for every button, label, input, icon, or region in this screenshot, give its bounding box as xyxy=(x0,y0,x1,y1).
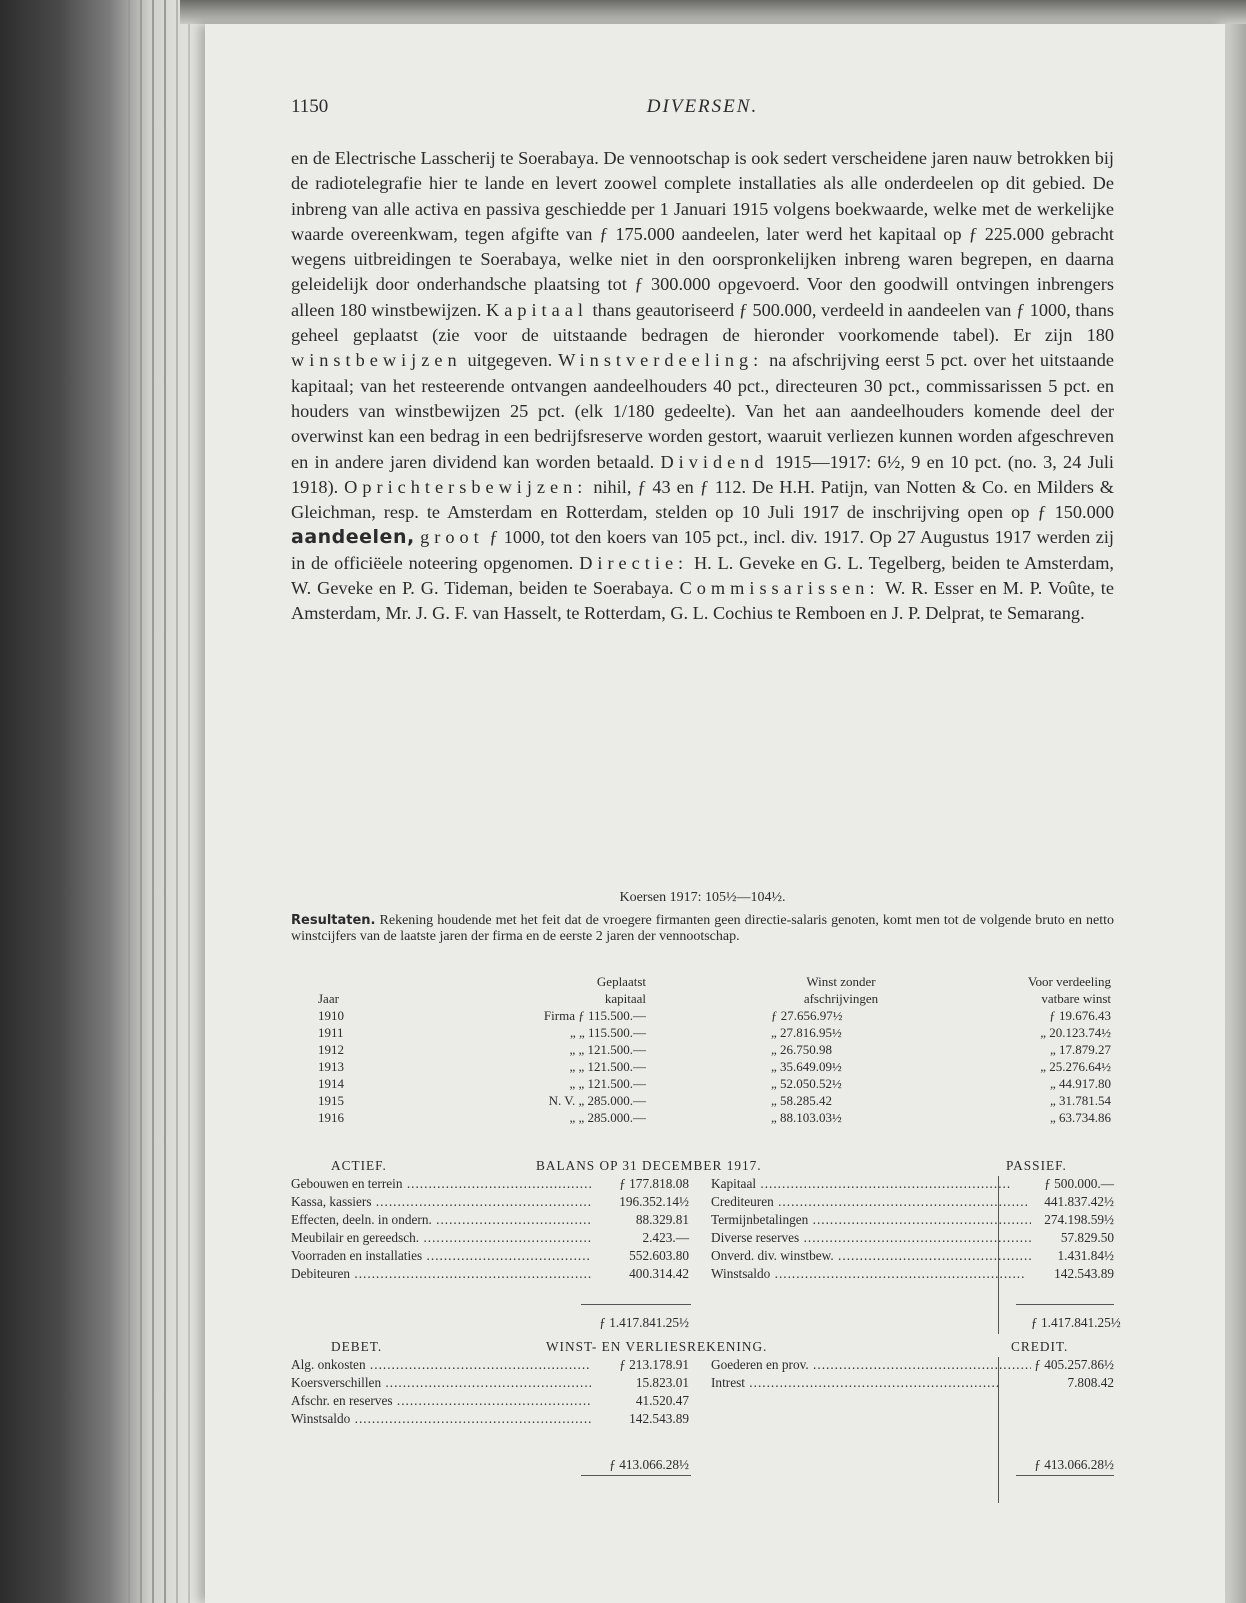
cell-kapitaal: „ „ 115.500.— xyxy=(569,1025,646,1040)
balance-left-label: Kassa, kassiers ..... xyxy=(291,1194,591,1210)
pl-title-row xyxy=(291,1339,1114,1357)
table-row xyxy=(291,1024,1114,1041)
text-segment: ƒ 1000, tot den koers van 105 pct., incl. div. 1917. Op 27 Augustus 1917 werden zij in de officiëele noteering opgenomen. xyxy=(291,527,1114,573)
balance-total-row xyxy=(291,1315,1121,1333)
balance-left-label: Voorraden en installaties ..... xyxy=(291,1248,591,1264)
cell-kapitaal: „ „ 121.500.— xyxy=(569,1076,646,1091)
header-winst: Winst zonder xyxy=(806,974,876,989)
table-row xyxy=(291,1041,1114,1058)
pl-right-title: CREDIT. xyxy=(1011,1339,1069,1354)
header-verdeeling: Voor verdeeling xyxy=(1027,974,1111,989)
cell-winst: „ 26.750.98 xyxy=(771,1042,833,1057)
text-segment: 1915—1917: 6½, 9 en 10 pct. (no. 3, 24 Juli 1918). xyxy=(291,451,1115,497)
label-directie: Directie: xyxy=(579,552,689,573)
balance-left-value: ƒ 177.818.08 xyxy=(591,1176,689,1192)
page-edge xyxy=(128,0,130,1603)
cell-winst: „ 58.285.42 xyxy=(771,1093,833,1108)
cell-jaar: 1912 xyxy=(318,1042,344,1057)
cell-kapitaal: „ „ 285.000.— xyxy=(569,1110,646,1125)
pl-left-value: 142.543.89 xyxy=(591,1411,689,1427)
pl-row xyxy=(291,1411,1114,1429)
balance-right-value: 274.198.59½ xyxy=(1031,1212,1114,1228)
table-row xyxy=(291,1109,1114,1126)
balance-right-label: Termijnbetalingen ..... xyxy=(711,1212,1041,1228)
page-number: 1150 xyxy=(291,96,329,117)
balance-left-value: 88.329.81 xyxy=(591,1212,689,1228)
pl-right-value: ƒ 405.257.86½ xyxy=(1031,1357,1114,1373)
table-row xyxy=(291,1092,1114,1109)
pl-right-label: Intrest ..... xyxy=(711,1375,1041,1391)
label-commissarissen: Commissarissen: xyxy=(679,578,880,599)
label-dividend: Dividend xyxy=(660,451,769,472)
pl-right-label: Goederen en prov. ..... xyxy=(711,1357,1041,1373)
label-aandeelen: aandeelen, xyxy=(291,526,415,549)
pl-total-row xyxy=(291,1457,1114,1475)
cell-winst: „ 27.816.95½ xyxy=(771,1025,842,1040)
pl-left-label: Alg. onkosten ..... xyxy=(291,1357,591,1373)
balance-left-label: Effecten, deeln. in ondern. ..... xyxy=(291,1212,591,1228)
label-oprichtersbewijzen: Oprichtersbewijzen: xyxy=(344,476,588,497)
total-rule xyxy=(1016,1304,1114,1305)
cell-kapitaal: N. V. „ 285.000.— xyxy=(548,1093,646,1108)
balance-row xyxy=(291,1266,1114,1284)
table-header-row xyxy=(291,990,1114,1007)
pl-left-value: 41.520.47 xyxy=(591,1393,689,1409)
balance-right-title: PASSIEF. xyxy=(1006,1158,1067,1173)
balance-right-value: 1.431.84½ xyxy=(1031,1248,1114,1264)
top-binding-shadow xyxy=(180,0,1246,24)
page-header xyxy=(291,96,1114,124)
text-segment: na afschrijving eerst 5 pct. over het uitstaande kapitaal; van het resteerende ontvangen aandeelhouders 40 pct., directeuren 30 pct., commissarissen 5 pct. en houders van winstbewijzen 25 pct. (elk 1/180 gedeelte). Van het aan aandeelhouders komende deel der overwinst kan een bedrag in een bedrijfsreserve worden gestort, waaruit verliezen kunnen worden afgeschreven en in andere jaren dividend kan worden betaald. xyxy=(291,350,1114,472)
balance-row xyxy=(291,1176,1114,1194)
cell-verdeeling: „ 31.781.54 xyxy=(1049,1093,1111,1108)
cell-winst: „ 35.649.09½ xyxy=(771,1059,842,1074)
text-segment: nihil, ƒ 43 en ƒ 112. De H.H. Patijn, van Notten & Co. en Milders & Gleichman, resp. te Amsterdam en Rotterdam, stelden op 10 Juli 1917 de inschrijving open op ƒ 150.000 xyxy=(291,476,1114,523)
balance-row xyxy=(291,1212,1114,1230)
balance-right-value: 142.543.89 xyxy=(1031,1266,1114,1282)
balance-row xyxy=(291,1230,1114,1248)
table-row xyxy=(291,1058,1114,1075)
pl-left-value: ƒ 213.178.91 xyxy=(591,1357,689,1373)
cell-kapitaal: Firma ƒ 115.500.— xyxy=(543,1008,646,1023)
page-edge xyxy=(140,0,142,1603)
cell-jaar: 1914 xyxy=(318,1076,344,1091)
cell-jaar: 1916 xyxy=(318,1110,344,1125)
balance-title-row xyxy=(291,1158,1114,1176)
cell-kapitaal: „ „ 121.500.— xyxy=(569,1059,646,1074)
cell-winst: ƒ 27.656.97½ xyxy=(771,1008,843,1023)
main-paragraph xyxy=(291,146,1114,627)
balance-right-label: Kapitaal ..... xyxy=(711,1176,1041,1192)
balance-right-label: Onverd. div. winstbew. ..... xyxy=(711,1248,1041,1264)
pl-left-title: DEBET. xyxy=(331,1339,383,1354)
total-rule xyxy=(1016,1475,1114,1476)
cell-jaar: 1911 xyxy=(318,1025,344,1040)
page-edge xyxy=(188,0,190,1603)
label-winstbewijzen: winstbewijzen xyxy=(291,350,462,371)
cell-winst: „ 52.050.52½ xyxy=(771,1076,842,1091)
text-segment: W. R. Esser en M. P. Voûte, te Amsterdam, Mr. J. G. F. van Hasselt, te Rotterdam, G. L. Cochius te Remboen en J. P. Delprat, te Semarang. xyxy=(291,578,1114,624)
cell-verdeeling: „ 25.276.64½ xyxy=(1040,1059,1111,1074)
balance-left-title: ACTIEF. xyxy=(331,1158,387,1173)
balance-left-value: 552.603.80 xyxy=(591,1248,689,1264)
balance-left-value: 196.352.14½ xyxy=(591,1194,689,1210)
label-winstverdeeling: Winstverdeeling: xyxy=(558,350,764,371)
label-kapitaal: Kapitaal xyxy=(486,299,588,320)
page-edge xyxy=(176,0,178,1603)
table-row xyxy=(291,1075,1114,1092)
text-segment: uitgegeven. xyxy=(467,350,553,371)
pl-left-label: Afschr. en reserves ..... xyxy=(291,1393,591,1409)
pl-row xyxy=(291,1357,1114,1375)
balance-left-value: 400.314.42 xyxy=(591,1266,689,1282)
cell-verdeeling: „ 17.879.27 xyxy=(1049,1042,1111,1057)
balance-right-label: Crediteuren ..... xyxy=(711,1194,1041,1210)
pl-row xyxy=(291,1375,1114,1393)
header-kapitaal: kapitaal xyxy=(604,991,646,1006)
pl-right-total: ƒ 413.066.28½ xyxy=(1031,1457,1114,1473)
header-winst: afschrijvingen xyxy=(803,991,879,1006)
running-title: DIVERSEN. xyxy=(646,96,759,117)
cell-jaar: 1913 xyxy=(318,1059,344,1074)
header-verdeeling: vatbare winst xyxy=(1041,991,1111,1006)
pl-left-label: Koersverschillen ..... xyxy=(291,1375,591,1391)
resultaten-text: Rekening houdende met het feit dat de vroegere firmanten geen directie-salaris genoten, komt men tot de volgende bruto en netto winstcijfers van de laatste jaren der firma en de eerste 2 jaren der vennootschap. xyxy=(291,913,1115,945)
balance-right-value: 441.837.42½ xyxy=(1031,1194,1114,1210)
pl-left-label: Winstsaldo ..... xyxy=(291,1411,591,1427)
koersen-line: Koersen 1917: 105½—104½. xyxy=(619,890,786,905)
pl-right-value: 7.808.42 xyxy=(1031,1375,1114,1391)
label-groot: groot xyxy=(420,527,484,548)
cell-verdeeling: „ 44.917.80 xyxy=(1049,1076,1111,1091)
page-edge xyxy=(164,0,166,1603)
text-segment: en de Electrische Lasscherij te Soerabaya. De vennootschap is ook sedert verscheidene jaren nauw betrokken bij de radiotelegrafie hier te lande en levert zoowel complete installaties als alle onderdeelen op dit gebied. De inbreng van alle activa en passiva geschiedde per 1 Januari 1915 volgens boekwaarde, welke met de werkelijke waarde overeenkwam, tegen afgifte van ƒ 175.000 aandeelen, later werd het kapitaal op ƒ 225.000 gebracht wegens uitbreidingen te Soerabaya, welke niet in den oorspronkelijken inbreng waren begrepen, en daarna geleidelijk door onderhandsche plaatsing tot ƒ 300.000 opgevoerd. Voor den goodwill ontvingen inbrengers alleen 180 winstbewijzen. xyxy=(291,148,1114,320)
balance-left-total: ƒ 1.417.841.25½ xyxy=(591,1315,689,1331)
balance-right-label: Winstsaldo ..... xyxy=(711,1266,1041,1282)
balance-left-value: 2.423.— xyxy=(591,1230,689,1246)
header-jaar: Jaar xyxy=(318,991,339,1006)
header-kapitaal: Geplaatst xyxy=(596,974,646,989)
text-segment: thans geautoriseerd ƒ 500.000, verdeeld in aandeelen van ƒ 1000, thans geheel geplaatst (zie voor de uitstaande bedragen de hieronder voorkomende tabel). Er zijn 180 xyxy=(291,299,1115,346)
total-rule xyxy=(581,1304,691,1305)
cell-verdeeling: „ 63.734.86 xyxy=(1049,1110,1111,1125)
balance-right-value: ƒ 500.000.— xyxy=(1031,1176,1114,1192)
balance-center-title: BALANS OP 31 DECEMBER 1917. xyxy=(536,1158,762,1173)
balance-row xyxy=(291,1248,1114,1266)
cell-kapitaal: „ „ 121.500.— xyxy=(569,1042,646,1057)
table-header-row xyxy=(291,973,1114,990)
cell-winst: „ 88.103.03½ xyxy=(771,1110,842,1125)
balance-left-label: Meubilair en gereedsch. ..... xyxy=(291,1230,591,1246)
cell-jaar: 1910 xyxy=(318,1008,344,1023)
pl-left-total: ƒ 413.066.28½ xyxy=(591,1457,689,1473)
balance-left-label: Debiteuren ..... xyxy=(291,1266,591,1282)
pl-center-title: WINST- EN VERLIESREKENING. xyxy=(546,1339,768,1354)
pl-left-value: 15.823.01 xyxy=(591,1375,689,1391)
resultaten-heading: Resultaten. xyxy=(291,913,376,928)
table-row xyxy=(291,1007,1114,1024)
body-text xyxy=(291,146,1114,627)
page-edge xyxy=(152,0,154,1603)
total-rule xyxy=(581,1475,691,1476)
resultaten-paragraph xyxy=(291,913,1114,946)
cell-verdeeling: „ 20.123.74½ xyxy=(1040,1025,1111,1040)
balance-right-value: 57.829.50 xyxy=(1031,1230,1114,1246)
balance-left-label: Gebouwen en terrein ..... xyxy=(291,1176,591,1192)
balance-row xyxy=(291,1194,1114,1212)
balance-right-total: ƒ 1.417.841.25½ xyxy=(1031,1315,1121,1330)
cell-verdeeling: ƒ 19.676.43 xyxy=(1049,1008,1111,1023)
pl-row xyxy=(291,1393,1114,1411)
balance-right-label: Diverse reserves ..... xyxy=(711,1230,1041,1246)
cell-jaar: 1915 xyxy=(318,1093,344,1108)
text-segment: H. L. Geveke en G. L. Tegelberg, beiden te Amsterdam, W. Geveke en P. G. Tideman, beiden te Soerabaya. xyxy=(291,552,1114,599)
